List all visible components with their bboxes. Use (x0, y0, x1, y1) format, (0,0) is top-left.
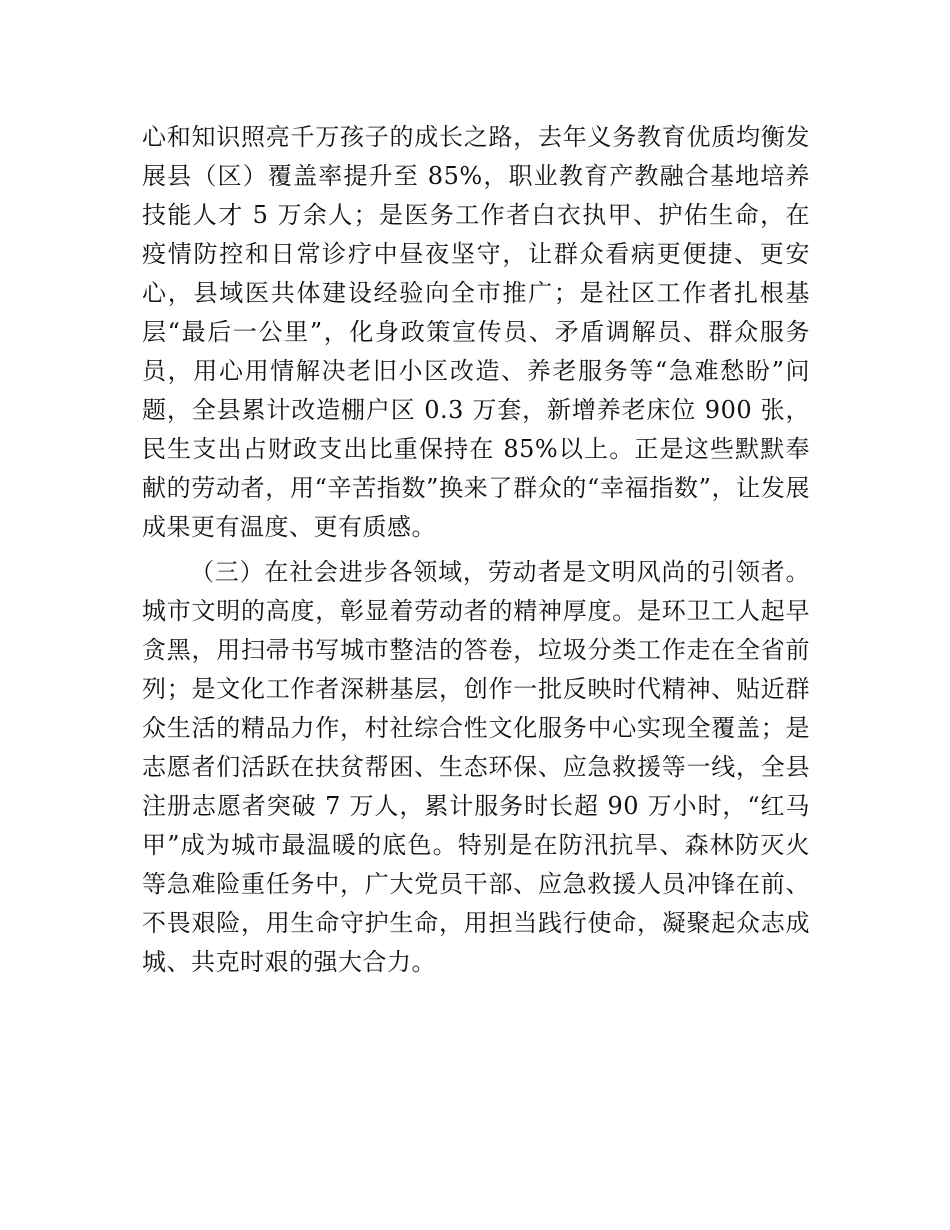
document-body (142, 118, 810, 982)
paragraph-section-three: （三）在社会进步各领域，劳动者是文明风尚的引领者。城市文明的高度，彰显着劳动者的精神厚度。是环卫工人起早贪黑，用扫帚书写城市整洁的答卷，垃圾分类工作走在全省前列；是文化工作者深耕基层，创作一批反映时代精神、贴近群众生活的精品力作，村社综合性文化服务中心实现全覆盖；是志愿者们活跃在扶贫帮困、生态环保、应急救援等一线，全县注册志愿者突破 7 万人，累计服务时长超 90 万小时，“红马甲”成为城市最温暖的底色。特别是在防汛抗旱、森林防灭火等急难险重任务中，广大党员干部、应急救援人员冲锋在前、不畏艰险，用生命守护生命，用担当践行使命，凝聚起众志成城、共克时艰的强大合力。 (142, 558, 810, 976)
paragraph-continued: 心和知识照亮千万孩子的成长之路，去年义务教育优质均衡发展县（区）覆盖率提升至 85%，职业教育产教融合基地培养技能人才 5 万余人；是医务工作者白衣执甲、护佑生命，在疫情防控和日常诊疗中昼夜坚守，让群众看病更便捷、更安心，县域医共体建设经验向全市推广；是社区工作者扎根基层“最后一公里”，化身政策宣传员、矛盾调解员、群众服务员，用心用情解决老旧小区改造、养老服务等“急难愁盼”问题，全县累计改造棚户区 0.3 万套，新增养老床位 900 张，民生支出占财政支出比重保持在 85%以上。正是这些默默奉献的劳动者，用“辛苦指数”换来了群众的“幸福指数”，让发展成果更有温度、更有质感。 (142, 123, 810, 541)
